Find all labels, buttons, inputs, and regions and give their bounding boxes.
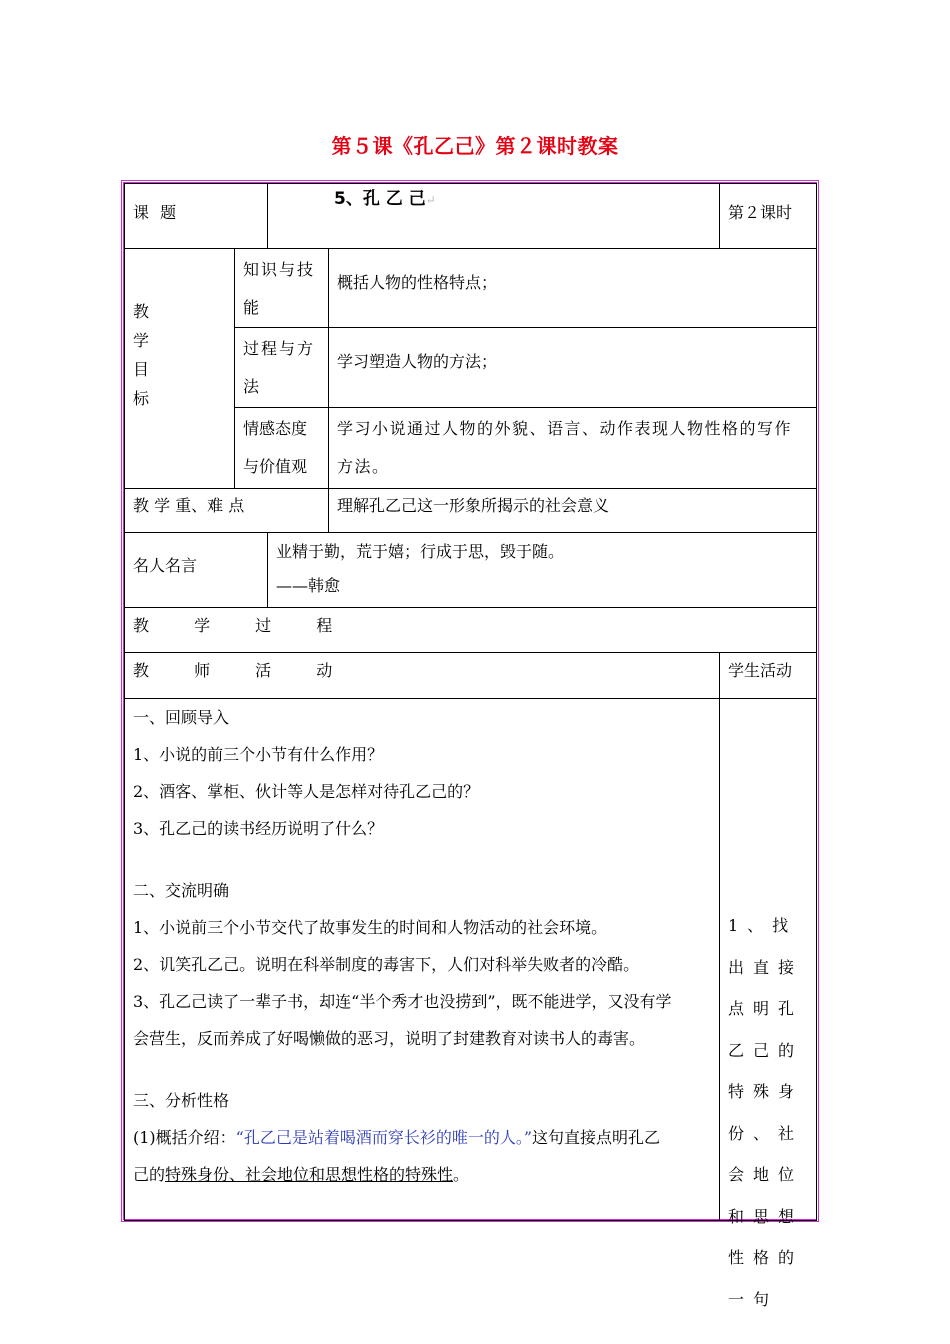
objective-content: 学习小说通过人物的外貌、语言、动作表现人物性格的写作方法。 [337,419,793,476]
analysis-suffix: 这句直接点明孔乙 [532,1128,661,1147]
session-cell [719,183,817,249]
process-header-cell [124,607,817,653]
paragraph-mark-icon: ↵ [425,193,436,207]
quote-content-cell [267,532,817,608]
objectives-char: 标 [133,389,150,408]
quoted-sentence: “孔乙己是站着喝酒而穿长衫的唯一的人。” [235,1128,533,1147]
objective-category: 情感态度与价值观 [243,419,308,476]
discussion-answer: 3、孔乙己读了一辈子书，却连“半个秀才也没捞到”，既不能进学，又没有学 [133,992,672,1011]
analysis-prefix: (1)概括介绍： [133,1128,236,1147]
objectives-char: 教 [133,302,150,321]
objective-content: 学习塑造人物的方法； [337,352,498,371]
objective-category-cell [234,407,329,489]
underlined-phrase: 特殊身份、社会地位和思想性格的特殊性 [165,1165,454,1184]
section-title: 一、回顾导入 [133,708,230,727]
student-header-cell [719,652,817,699]
section-title: 三、分析性格 [133,1091,230,1110]
discussion-answer: 1、小说前三个小节交代了故事发生的时间和人物活动的社会环境。 [133,918,608,937]
student-activity-text: 1、找出直接点明孔乙己的特殊身份、社会地位和思想性格的一句 [728,916,804,1309]
key-points-content: 理解孔乙己这一形象所揭示的社会意义 [337,496,610,515]
document-title: 第５课《孔乙己》第２课时教案 [331,134,619,158]
quote-label-cell [124,532,268,608]
topic-label: 课 题 [133,203,180,222]
session-label: 第２课时 [728,203,793,222]
objectives-char: 学 [133,331,150,350]
analysis-paragraph [133,1156,711,1193]
quote-text: 业精于勤，荒于嬉；行成于思，毁于随。 [276,542,565,561]
quote-author: ——韩愈 [276,576,341,595]
review-question: 3、孔乙己的读书经历说明了什么？ [133,819,384,838]
spacer [133,847,711,872]
section-title: 二、交流明确 [133,881,230,900]
topic-label-cell [124,183,268,249]
objectives-char: 目 [133,360,150,379]
teacher-activity-cell [124,698,720,1221]
lesson-title: 5、孔 乙 己 [334,189,426,209]
objective-category: 过程与方法 [243,339,316,396]
discussion-answer: 2、讥笑孔乙己。说明在科举制度的毒害下，人们对科举失败者的冷酷。 [133,955,640,974]
objectives-label-cell [124,248,235,489]
teacher-header-cell [124,652,720,699]
objective-content-cell [328,248,817,328]
key-points-content-cell [328,488,817,533]
objective-content: 概括人物的性格特点； [337,273,498,292]
student-activity-cell [719,698,817,1309]
objective-category-cell [234,248,329,328]
analysis-prefix: 己的 [133,1165,166,1184]
key-points-label: 教 学 重、难 点 [133,496,245,515]
objective-content-cell [328,407,817,489]
quote-label: 名人名言 [133,556,198,575]
key-points-label-cell [124,488,329,533]
review-question: 2、酒客、掌柜、伙计等人是怎样对待孔乙己的？ [133,782,480,801]
review-question: 1、小说的前三个小节有什么作用？ [133,745,384,764]
objective-category: 知识与技能 [243,260,316,317]
student-header: 学生活动 [728,661,793,680]
discussion-answer: 会营生，反而养成了好喝懒做的恶习，说明了封建教育对读书人的毒害。 [133,1029,646,1048]
topic-value-cell [267,183,720,249]
analysis-suffix: 。 [453,1165,470,1184]
teacher-header: 教 师 活 动 [133,661,353,680]
objective-content-cell [328,327,817,408]
analysis-paragraph [133,1119,711,1156]
process-header: 教 学 过 程 [133,616,353,635]
objective-category-cell [234,327,329,408]
spacer [133,1057,711,1082]
